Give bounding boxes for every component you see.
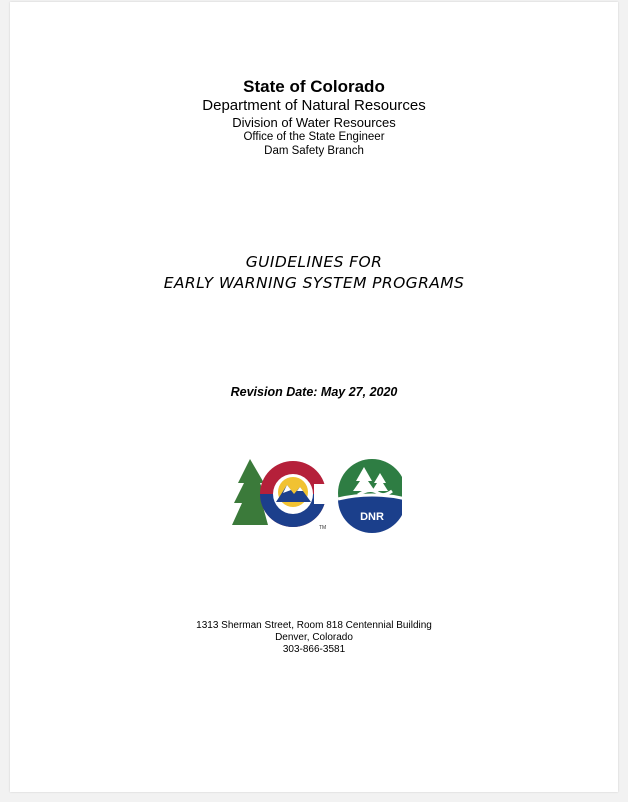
- branch-heading: Dam Safety Branch: [264, 145, 364, 157]
- address-phone: 303-866-3581: [282, 644, 346, 655]
- revision-date: Revision Date: May 27, 2020: [230, 385, 398, 399]
- dnr-text: DNR: [360, 511, 384, 523]
- state-heading: State of Colorado: [243, 77, 385, 96]
- address-street: 1313 Sherman Street, Room 818 Centennial Building: [196, 620, 432, 631]
- department-heading: Department of Natural Resources: [202, 97, 426, 114]
- dnr-logo: [338, 459, 402, 533]
- document-title-line-1: GUIDELINES FOR: [245, 253, 383, 271]
- division-heading: Division of Water Resources: [232, 115, 396, 130]
- logos: [232, 457, 402, 533]
- document-title-line-2: EARLY WARNING SYSTEM PROGRAMS: [163, 274, 465, 292]
- address-city: Denver, Colorado: [275, 632, 353, 643]
- trademark-text: TM: [319, 525, 327, 531]
- office-heading: Office of the State Engineer: [243, 131, 385, 143]
- document-page: [10, 2, 618, 792]
- colorado-logo: [232, 459, 328, 531]
